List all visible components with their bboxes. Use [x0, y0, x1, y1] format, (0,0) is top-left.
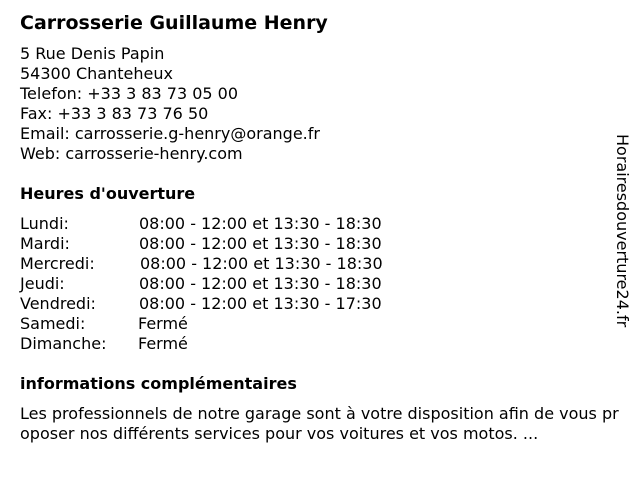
day-hours: Fermé: [138, 334, 188, 353]
day-label: Mercredi:: [20, 254, 95, 273]
additional-info-text: Les professionnels de notre garage sont à votre disposition afin de vous proposer nos différents services pour vos voitures et vos motos. ...: [20, 404, 619, 443]
website: Web: carrosserie-henry.com: [20, 144, 243, 163]
day-label: Vendredi:: [20, 294, 96, 313]
business-name: Carrosserie Guillaume Henry: [20, 12, 328, 34]
day-hours: 08:00 - 12:00 et 13:30 - 17:30: [139, 294, 382, 313]
day-hours: 08:00 - 12:00 et 13:30 - 18:30: [139, 214, 382, 233]
opening-hours-heading: Heures d'ouverture: [20, 184, 196, 203]
day-hours: 08:00 - 12:00 et 13:30 - 18:30: [139, 274, 382, 293]
day-label: Mardi:: [20, 234, 70, 253]
day-label: Dimanche:: [20, 334, 107, 353]
day-label: Lundi:: [20, 214, 69, 233]
day-hours: Fermé: [138, 314, 188, 333]
day-hours: 08:00 - 12:00 et 13:30 - 18:30: [140, 254, 383, 273]
email-address: Email: carrosserie.g-henry@orange.fr: [20, 124, 320, 143]
day-hours: 08:00 - 12:00 et 13:30 - 18:30: [139, 234, 382, 253]
day-label: Jeudi:: [20, 274, 65, 293]
contact-block: [20, 44, 320, 164]
watermark: Horairesdouverture24.fr: [613, 134, 632, 328]
additional-info-heading: informations complémentaires: [20, 374, 297, 393]
address-street: 5 Rue Denis Papin: [20, 44, 165, 63]
phone-number: Telefon: +33 3 83 73 05 00: [20, 84, 239, 103]
day-label: Samedi:: [20, 314, 86, 333]
fax-number: Fax: +33 3 83 73 76 50: [20, 104, 209, 123]
address-city: 54300 Chanteheux: [20, 64, 173, 83]
